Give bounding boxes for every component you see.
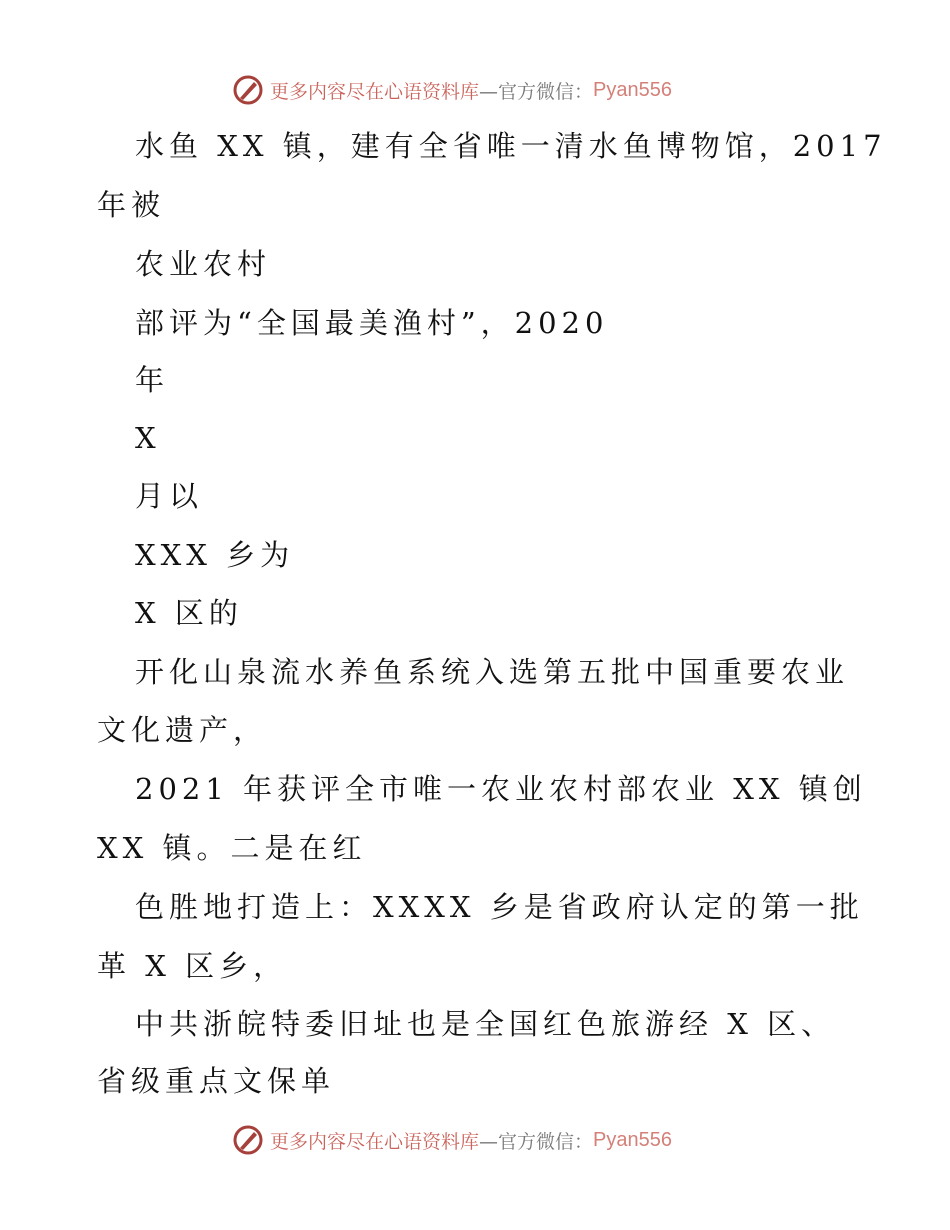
footer-sep: —官方微信： [479,1130,594,1153]
header-brand: 更多内容尽在心语资料库 [270,80,480,103]
text-line: 水鱼 XX 镇，建有全省唯一清水鱼博物馆，2017 [135,129,887,163]
text-line: 月以 [135,479,204,513]
footer-wechat: Pyan556 [593,1128,672,1151]
text-line: 文化遗产， [97,713,268,747]
text-line: X [135,421,161,455]
text-line: 2021 年获评全市唯一农业农村部农业 XX 镇创 [135,772,867,806]
header-wechat: Pyan556 [593,78,672,101]
page-header [232,72,672,108]
text-line: XX 镇。二是在红 [97,831,367,865]
text-line: 革 X 区乡， [97,949,288,983]
footer-brand: 更多内容尽在心语资料库 [270,1130,480,1153]
text-line: 年 [135,363,170,397]
text-line: 开化山泉流水养鱼系统入选第五批中国重要农业 [135,655,850,689]
text-line: 省级重点文保单 [97,1064,336,1098]
text-line: 农业农村 [135,247,272,281]
text-line: X 区的 [135,596,243,630]
text-line: XXX 乡为 [135,538,295,572]
page-footer [232,1122,672,1158]
header-sep: —官方微信： [479,80,594,103]
pen-logo-icon [232,74,264,106]
text-line: 年被 [97,188,166,222]
text-line: 部评为“全国最美渔村”，2020 [135,306,609,340]
text-line: 色胜地打造上：XXXX 乡是省政府认定的第一批 [135,890,864,924]
text-line: 中共浙皖特委旧址也是全国红色旅游经 X 区、 [135,1007,836,1041]
pen-logo-icon [232,1124,264,1156]
